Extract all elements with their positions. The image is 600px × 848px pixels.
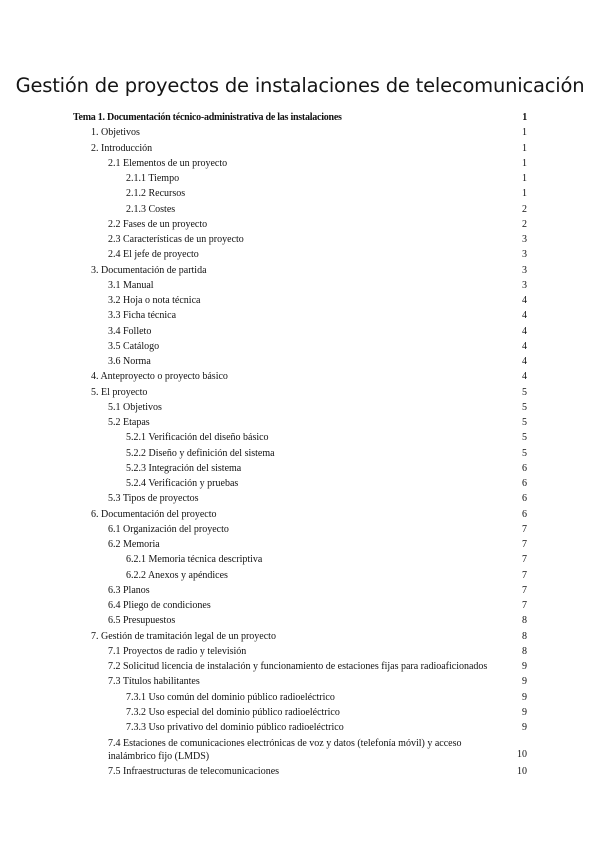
toc-entry-page-number: 1 <box>522 173 527 184</box>
toc-entry-page-number: 6 <box>522 478 527 489</box>
toc-entry[interactable] <box>73 446 527 461</box>
toc-entry-page-number: 4 <box>522 325 527 337</box>
toc-entry-label: 7.1 Proyectos de radio y televisión <box>108 645 247 657</box>
toc-entry-page-number: 3 <box>522 279 527 291</box>
toc-entry[interactable] <box>73 644 527 659</box>
toc-entry-label: 7.3.3 Uso privativo del dominio público radioeléctrico <box>126 722 344 733</box>
toc-entry-label: 2.2 Fases de un proyecto <box>108 218 208 230</box>
toc-entry[interactable] <box>73 171 527 186</box>
toc-entry[interactable] <box>73 308 527 323</box>
toc-entry[interactable] <box>73 430 527 445</box>
toc-entry-page-number: 9 <box>522 722 527 733</box>
toc-entry-label: 5.3 Tipos de proyectos <box>108 493 199 505</box>
toc-entry[interactable] <box>73 613 527 628</box>
toc-entry-label: 5.2.4 Verificación y pruebas <box>126 478 239 489</box>
toc-entry-label: 3.6 Norma <box>108 356 151 367</box>
toc-entry[interactable] <box>73 476 527 491</box>
toc-entry-page-number: 1 <box>522 142 527 154</box>
toc-entry-page-number: 9 <box>522 676 527 688</box>
toc-entry-page-number: 10 <box>517 766 527 778</box>
toc-entry-label: 6.5 Presupuestos <box>108 615 176 627</box>
toc-entry[interactable] <box>73 537 527 552</box>
toc-entry[interactable] <box>73 690 527 705</box>
toc-entry-label: 7.3.2 Uso especial del dominio público radioeléctrico <box>126 706 340 718</box>
toc-entry[interactable] <box>73 217 527 232</box>
toc-entry-page-number: 9 <box>522 691 527 703</box>
toc-entry-label: 2.1.1 Tiempo <box>126 173 180 184</box>
toc-entry[interactable] <box>73 674 527 689</box>
toc-entry-page-number: 5 <box>522 386 527 398</box>
toc-entry-label: 2.3 Características de un proyecto <box>108 234 244 245</box>
toc-entry[interactable] <box>73 385 527 400</box>
toc-entry[interactable] <box>73 522 527 537</box>
toc-entry[interactable] <box>73 125 527 140</box>
toc-entry-label: 2.1.2 Recursos <box>126 188 186 200</box>
toc-entry-label: 6. Documentación del proyecto <box>91 508 217 520</box>
toc-entry-label: 2.4 El jefe de proyecto <box>108 249 199 261</box>
toc-entry-page-number: 5 <box>522 447 527 459</box>
toc-entry[interactable] <box>73 400 527 415</box>
toc-entry-label: 7.3.1 Uso común del dominio público radioeléctrico <box>126 691 335 703</box>
toc-entry[interactable] <box>73 354 527 369</box>
toc-entry-page-number: 1 <box>522 157 527 169</box>
toc-entry-page-number: 5 <box>522 401 527 413</box>
toc-entry-label: 5.2.2 Diseño y definición del sistema <box>126 447 275 459</box>
toc-entry-label: 3.5 Catálogo <box>108 340 160 352</box>
toc-entry-label: 5.1 Objetivos <box>108 401 162 413</box>
toc-entry[interactable] <box>73 507 527 522</box>
toc-entry-page-number: 1 <box>522 127 527 139</box>
document-title: Gestión de proyectos de instalaciones de telecomunicación <box>15 74 585 97</box>
toc-entry-page-number: 4 <box>522 356 527 367</box>
toc-entry-page-number: 9 <box>522 661 527 672</box>
toc-entry-page-number: 4 <box>522 340 527 352</box>
toc-entry-page-number: 4 <box>522 295 527 306</box>
toc-entry[interactable] <box>73 293 527 308</box>
toc-entry-page-number: 1 <box>522 188 527 200</box>
toc-entry-page-number: 5 <box>522 432 527 444</box>
toc-entry[interactable] <box>73 461 527 476</box>
toc-entry-page-number: 5 <box>522 417 527 428</box>
toc-entry-page-number: 2 <box>522 218 527 230</box>
toc-entry-page-number: 4 <box>522 371 527 383</box>
toc-entry[interactable] <box>73 278 527 293</box>
toc-entry-label: 7.2 Solicitud licencia de instalación y funcionamiento de estaciones fijas para radioaficionados <box>108 661 488 672</box>
toc-entry-page-number: 1 <box>522 112 527 123</box>
toc-entry-label: 1. Objetivos <box>91 127 140 139</box>
toc-entry[interactable] <box>73 705 527 720</box>
toc-entry[interactable] <box>73 568 527 583</box>
toc-entry-page-number: 2 <box>522 203 527 215</box>
toc-entry-label: 5.2 Etapas <box>108 417 150 428</box>
toc-entry-label: 6.3 Planos <box>108 584 150 596</box>
toc-entry-page-number: 4 <box>522 310 527 322</box>
toc-entry-page-number: 7 <box>522 523 527 535</box>
toc-entry-page-number: 3 <box>522 234 527 245</box>
toc-entry[interactable] <box>73 186 527 201</box>
toc-entry-label: 3.3 Ficha técnica <box>108 310 177 322</box>
toc-entry[interactable] <box>73 598 527 613</box>
toc-entry-page-number: 6 <box>522 508 527 520</box>
toc-entry-page-number: 8 <box>522 645 527 657</box>
toc-entry-label: 5.2.3 Integración del sistema <box>126 462 242 474</box>
toc-entry-label: 6.1 Organización del proyecto <box>108 523 229 535</box>
toc-entry[interactable] <box>73 263 527 278</box>
toc-entry-page-number: 7 <box>522 569 527 581</box>
toc-entry[interactable] <box>73 141 527 156</box>
toc-entry[interactable] <box>73 247 527 262</box>
toc-entry-page-number: 6 <box>522 493 527 505</box>
toc-entry-label: 3.1 Manual <box>108 279 154 291</box>
toc-entry[interactable] <box>73 202 527 217</box>
toc-entry[interactable] <box>73 552 527 567</box>
toc-entry-label: 5. El proyecto <box>91 386 148 398</box>
toc-entry-page-number: 8 <box>522 630 527 642</box>
toc-entry-page-number: 3 <box>522 264 527 276</box>
toc-entry-label: 7. Gestión de tramitación legal de un proyecto <box>91 630 276 642</box>
toc-entry[interactable] <box>73 156 527 171</box>
toc-entry[interactable] <box>73 415 527 430</box>
toc-entry[interactable] <box>73 369 527 384</box>
toc-entry[interactable] <box>73 629 527 644</box>
toc-entry[interactable] <box>73 232 527 247</box>
toc-entry-page-number: 7 <box>522 539 527 550</box>
toc-entry-label: 6.2.1 Memoria técnica descriptiva <box>126 554 263 566</box>
toc-entry-label: 3.2 Hoja o nota técnica <box>108 295 201 306</box>
toc-entry-label: 6.2 Memoria <box>108 539 160 550</box>
toc-entry-page-number: 3 <box>522 249 527 261</box>
toc-entry[interactable] <box>73 339 527 354</box>
toc-entry-label: Tema 1. Documentación técnico-administrativa de las instalaciones <box>73 112 342 123</box>
toc-entry-label: 5.2.1 Verificación del diseño básico <box>126 432 269 444</box>
toc-entry[interactable] <box>73 491 527 506</box>
toc-entry-label: 3. Documentación de partida <box>91 264 207 276</box>
toc-entry-label: 2. Introducción <box>91 142 153 154</box>
toc-entry-label: 7.3 Títulos habilitantes <box>108 676 200 688</box>
toc-entry[interactable] <box>73 659 527 674</box>
toc-entry-label: 3.4 Folleto <box>108 325 152 337</box>
toc-entry[interactable] <box>73 764 527 779</box>
toc-entry-page-number: 7 <box>522 600 527 611</box>
table-of-contents <box>73 110 527 780</box>
toc-entry-page-number: 7 <box>522 584 527 596</box>
toc-entry-label: 7.4 Estaciones de comunicaciones electrónicas de voz y datos (telefonía móvil) y acceso inalámbrico fijo (LMDS) <box>108 738 462 763</box>
toc-entry[interactable] <box>73 324 527 339</box>
toc-entry[interactable] <box>73 736 527 764</box>
toc-entry-page-number: 10 <box>517 749 527 761</box>
toc-entry-page-number: 8 <box>522 615 527 627</box>
toc-entry[interactable] <box>73 583 527 598</box>
toc-entry-label: 4. Anteproyecto o proyecto básico <box>91 371 228 383</box>
toc-entry-label: 6.2.2 Anexos y apéndices <box>126 569 228 581</box>
toc-entry-label: 2.1 Elementos de un proyecto <box>108 157 228 169</box>
toc-entry-page-number: 6 <box>522 462 527 474</box>
toc-entry[interactable] <box>73 110 527 125</box>
toc-entry-label: 2.1.3 Costes <box>126 203 176 215</box>
toc-entry-page-number: 9 <box>522 706 527 718</box>
toc-entry-page-number: 7 <box>522 554 527 566</box>
toc-entry-label: 7.5 Infraestructuras de telecomunicaciones <box>108 766 280 778</box>
toc-entry[interactable] <box>73 720 527 735</box>
toc-entry-label: 6.4 Pliego de condiciones <box>108 600 211 611</box>
